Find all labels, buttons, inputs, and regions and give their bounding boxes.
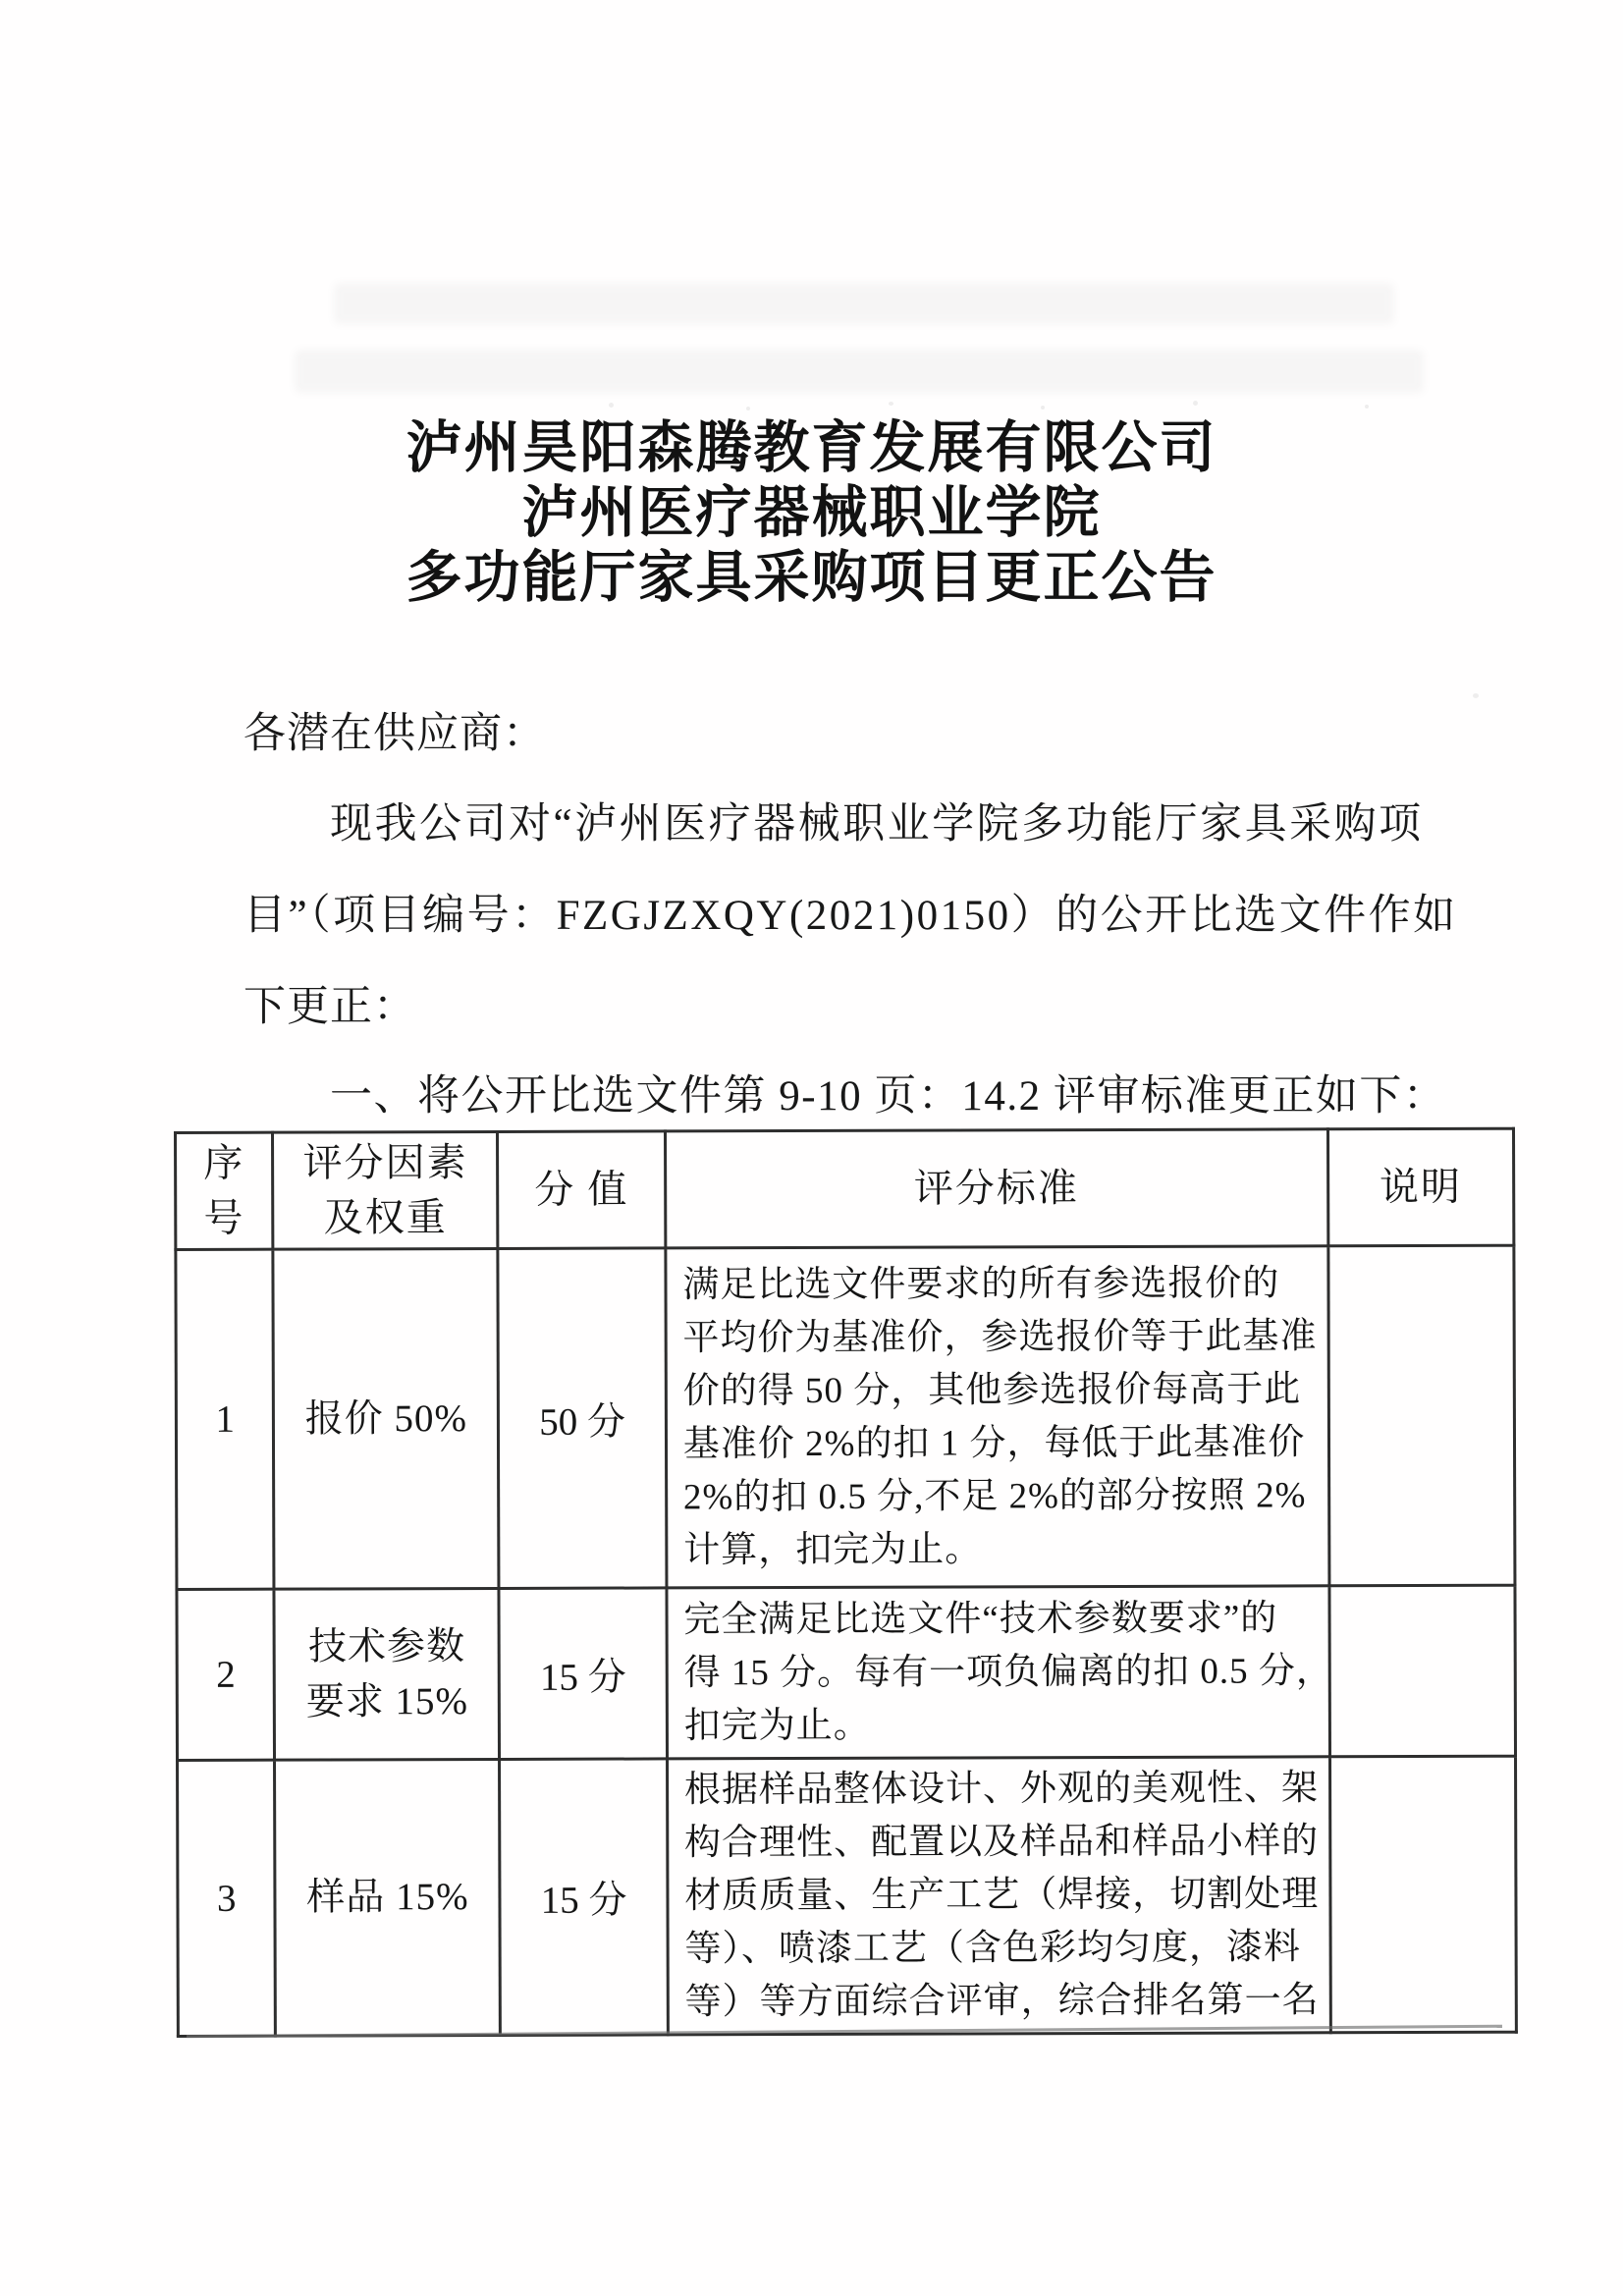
criteria-line: 价的得 50 分，其他参选报价每高于此 [682, 1368, 1302, 1411]
cell-factor [275, 1759, 501, 2036]
criteria-line: 等）等方面综合评审，综合排名第一名 [684, 1980, 1320, 2023]
title-line-project: 多功能厅家具采购项目更正公告 [406, 547, 1217, 609]
scan-speck [1041, 406, 1045, 410]
cell-score: 15 分 [500, 1759, 668, 2036]
scan-speck [889, 402, 893, 406]
col-header-index: 序号 [176, 1132, 274, 1249]
criteria-line: 构合理性、配置以及样品和样品小样的 [684, 1821, 1320, 1864]
scan-bleedthrough-artifact [334, 283, 1394, 324]
cell-note [1328, 1585, 1515, 1757]
scan-speck [1473, 693, 1479, 698]
table-header-row [176, 1128, 1514, 1249]
criteria-line: 计算，扣完为止。 [683, 1528, 983, 1570]
criteria-line: 基准价 2%的扣 1 分，每低于此基准价 [682, 1421, 1306, 1464]
section-heading: 一、将公开比选文件第 9-10 页：14.2 评审标准更正如下： [330, 1073, 1447, 1120]
scan-speck [1193, 401, 1198, 406]
cell-criteria [667, 1757, 1330, 2035]
criteria-line: 2%的扣 0.5 分,不足 2%的部分按照 2% [682, 1474, 1307, 1517]
cell-score: 50 分 [498, 1248, 666, 1589]
document-title [0, 416, 1623, 611]
factor-line: 要求 15% [305, 1679, 468, 1723]
factor-line: 技术参数 [308, 1624, 466, 1668]
col-header-note: 说明 [1327, 1128, 1514, 1246]
col-header-criteria: 评分标准 [665, 1129, 1327, 1248]
scan-speck [609, 403, 614, 408]
criteria-line: 满足比选文件要求的所有参选报价的 [682, 1262, 1280, 1305]
criteria-line: 平均价为基准价，参选报价等于此基准 [682, 1315, 1318, 1358]
paragraph-line-1: 现我公司对“泸州医疗器械职业学院多功能厅家具采购项 [330, 801, 1424, 847]
title-line-company: 泸州昊阳森腾教育发展有限公司 [406, 417, 1217, 479]
cell-note [1327, 1245, 1515, 1586]
scoring-table [174, 1127, 1518, 2038]
cell-index: 3 [178, 1760, 276, 2036]
cell-criteria [667, 1586, 1333, 1759]
factor-line: 报价 50% [304, 1396, 468, 1441]
cell-index: 2 [177, 1589, 275, 1760]
criteria-line: 扣完为止。 [683, 1705, 871, 1746]
scan-speck [1365, 405, 1369, 409]
scan-speck [746, 407, 750, 410]
table-row [176, 1245, 1515, 1589]
salutation: 各潜在供应商： [243, 711, 546, 757]
scan-bleedthrough-artifact [295, 350, 1424, 393]
factor-line: 样品 15% [306, 1876, 469, 1919]
col-header-factor: 评分因素及权重 [273, 1131, 498, 1249]
cell-factor [274, 1588, 500, 1760]
paragraph-line-2: 目”（项目编号：FZGJZXQY(2021)0150）的公开比选文件作如 [243, 893, 1458, 939]
criteria-line: 等）、喷漆工艺（含色彩均匀度，漆料 [684, 1927, 1302, 1970]
cell-criteria [666, 1246, 1329, 1588]
paragraph-line-3: 下更正： [243, 984, 416, 1030]
cell-score: 15 分 [499, 1588, 667, 1760]
criteria-line: 得 15 分。每有一项负偏离的扣 0.5 分， [683, 1650, 1333, 1693]
table-row [177, 1585, 1516, 1760]
cell-index: 1 [176, 1249, 275, 1589]
cell-note [1329, 1756, 1516, 2033]
criteria-line: 完全满足比选文件“技术参数要求”的 [683, 1597, 1278, 1640]
cell-factor [273, 1248, 499, 1589]
criteria-line: 材质质量、生产工艺（焊接，切割处理 [684, 1874, 1320, 1917]
table-row [178, 1756, 1517, 2036]
title-line-college: 泸州医疗器械职业学院 [521, 482, 1102, 544]
col-header-score: 分 值 [498, 1131, 666, 1249]
criteria-line: 根据样品整体设计、外观的美观性、架 [683, 1768, 1319, 1811]
